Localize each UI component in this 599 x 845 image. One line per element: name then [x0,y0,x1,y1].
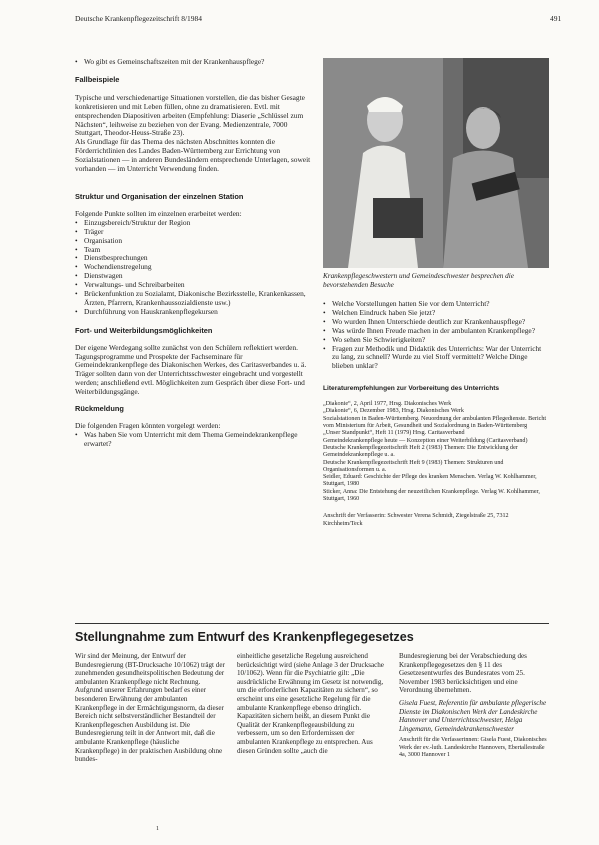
article-column-1 [75,652,225,764]
list-item: • Verwaltungs- und Schreibarbeiten [75,281,313,290]
section-heading: Fallbeispiele [75,74,120,84]
literature-heading: Literaturempfehlungen zur Vorbereitung des Unterrichts [323,385,500,393]
page-number: 491 [550,14,562,23]
list-item: • Welche Vorstellungen hatten Sie vor dem Unterricht? [323,300,549,309]
signature: Gisela Fuest, Referentin für ambulante pflegerische Dienste im Diakonischen Werk der Landeskirche Hannover und Unterrichtsschwester, Helga Lingemann, Gemeindekrankenschwester [399,698,547,733]
literature-item: Deutsche Krankenpflegezeitschrift Heft 2 (1983) Themen: Die Entwicklung der Gemeindekrankenpflege u. a. [323,444,518,459]
running-header: Deutsche Krankenpflegezeitschrift 8/1984 [75,14,203,23]
literature-item: Gemeindekrankenpflege heute — Konzeption einer Weiterbildung (Caritasverband) [323,437,528,444]
list-item: • Durchführung von Hauskrankenpflegekursen [75,308,313,317]
paragraph: einheitliche gesetzliche Regelung ausreichend berücksichtigt wird (siehe Anlage 3 der Drucksache 10/1062). Wenn für die Psychiatrie gilt: „Die ausdrückliche Erwähnung im Gesetz ist notwendig, um die erforderlichen Kapazitäten zu sichern“, so erscheint uns eine gesetzliche Regelung für die ambulante Krankenpflege ebenso dringlich. Kapazitäten sichern heißt, an diesem Punkt die Qualität der Krankenpflegeausbildung zu verbessern, um so den Erfordernissen der ambulanten Krankenpflege zu entsprechen. Aus diesen Gründen sollte „auch die [237,652,384,755]
footer-mark: 1 [156,826,159,832]
literature-item: „Diakonie“, 2, April 1977, Hrsg. Diakonisches Werk [323,401,452,408]
paragraph: Wir sind der Meinung, der Entwurf der Bundesregierung (BT-Drucksache 10/1062) trägt der zunehmenden gesundheitspolitischen Bedeutung der ambulanten Krankenpflege nicht Rechnung. Aufgrund unserer Erfahrungen bedarf es einer besonderen Erwähnung der ambulanten Krankenpflege in der Ermächtigungsnorm, da dieser Bereich nicht selbstverständlicher Bestandteil der Krankenpflegeschen Ausbildung ist. Die Bundesregierung teilt in der Antwort mit, daß die ambulante Krankenpflege (häusliche Krankenpflege) in der praktischen Ausbildung ohne bundes- [75,652,225,764]
section-heading: Fort- und Weiterbildungsmöglichkeiten [75,325,213,335]
literature-item: „Diakonie“, 6, Dezember 1983, Hrsg. Diakonisches Werk [323,408,464,415]
left-column [75,58,313,449]
list-item: • Team [75,246,313,255]
list-item: • Träger [75,228,313,237]
literature-item: Seidler, Eduard: Geschichte der Pflege des kranken Menschen. Verlag W. Kohlhammer, Stuttgart, 1980 [323,474,537,488]
list-item: • Dienstbesprechungen [75,254,313,263]
list-item: • Brückenfunktion zu Sozialamt, Diakonische Bezirksstelle, Krankenkassen, Ärzten, Pfarrern, Krankenhaussozialdienste usw.) [75,290,313,308]
photo-caption: Krankenpflegeschwestern und Gemeindeschwester besprechen die bevorstehenden Besuche [323,272,514,289]
article-column-2 [237,652,387,755]
paragraph: Die folgenden Fragen könnten vorgelegt werden: [75,421,221,430]
list-item: • Fragen zur Methodik und Didaktik des Unterrichts: War der Unterricht zu lang, zu schnell? Wurde zu viel Stoff vermittelt? Welche Dinge blieben unklar? [323,345,549,372]
list-item: • Was haben Sie vom Unterricht mit dem Thema Gemeindekrankenpflege erwartet? [75,431,313,449]
photo-illustration [323,58,549,268]
author-address: Anschrift für die Verfasserinnen: Gisela Fuest, Diakonisches Werk der ev.-luth. Landeskirche Hannovers, Ebertallestraße 4a, 3000 Hannover 1 [399,737,547,758]
list-item: • Wo gibt es Gemeinschaftszeiten mit der Krankenhauspflege? [75,58,313,67]
article-title: Stellungnahme zum Entwurf des Krankenpflegegesetzes [75,630,414,644]
paragraph: Typische und verschiedenartige Situationen vorstellen, die das bisher Gesagte konkretisieren und mit Leben füllen, ohne zu dramatisieren. Evtl. mit entsprechenden Diapositiven arbeiten (Empfehlung: Diaserie „Schlüssel zum Nächsten“, leihweise zu beziehen von der Evang. Medienzentrale, 7000 Stuttgart, Theodor-Heuss-Straße 23). [75,92,305,138]
section-divider [75,623,549,624]
list-item: • Was würde Ihnen Freude machen in der ambulanten Krankenpflege? [323,327,549,336]
list-item: • Organisation [75,237,313,246]
section-heading: Struktur und Organisation der einzelnen Station [75,191,244,201]
right-column [323,300,549,528]
literature-list [323,401,549,503]
article-column-3 [399,652,549,759]
list-item: • Wochendienstregelung [75,263,313,272]
literature-item: Deutsche Krankenpflegezeitschrift Heft 9 (1983) Themen: Strukturen und Organisationsformen u. a. [323,459,504,473]
paragraph: Als Grundlage für das Thema des nächsten Abschnittes konnten die Förderrichtlinien des Landes Baden-Württemberg zur Errichtung von Sozialstationen — in anderen Bundesländern entsprechende Unterlagen, soweit vorhanden — im Unterricht Verwendung finden. [75,137,311,174]
list-item: • Welchen Eindruck haben Sie jetzt? [323,309,549,318]
list-item: • Dienstwagen [75,272,313,281]
paragraph: Folgende Punkte sollten im einzelnen erarbeitet werden: [75,208,242,218]
list-item: • Wo wurden Ihnen Unterschiede deutlich zur Krankenhauspflege? [323,318,549,327]
paragraph: Bundesregierung bei der Verabschiedung des Krankenpflegegesetzes den § 11 des Gesetzesentwurfes des Bundesrates vom 25. November 1983 berücksichtigen und eine Verordnung übernehmen. [399,652,527,695]
literature-item: Sozialstationen in Baden-Württemberg. Neuordnung der ambulanten Pflegedienste. Bericht vom Ministerium für Arbeit, Gesundheit und Sozialordnung in Baden-Württemberg [323,415,547,430]
paragraph: Der eigene Werdegang sollte zunächst von den Schülern reflektiert werden. Tagungsprogramme und Prospekte der Fachseminare für Gemeindekrankenpflege des Diakonischen Werkes, des Caritasverbandes u. ä. Träger sollten dann von der Unterrichtsschwester eingebracht und vorgestellt werden; anschließend evtl. Möglichkeiten zum Gespräch über diese Fort- und Weiterbildungsgänge. [75,342,307,397]
literature-item: „Unser Standpunkt“, Heft 11 (1979) Hrsg. Caritasverband [323,430,465,437]
two-nurses-photo [323,58,549,268]
literature-item: Sticker, Anna: Die Entstehung der neuzeitlichen Krankenpflege. Verlag W. Kohlhammer, Stuttgart, 1960 [323,488,540,503]
list-item: • Einzugsbereich/Struktur der Region [75,219,313,228]
author-address: Anschrift der Verfasserin: Schwester Verena Schmidt, Ziegelstraße 25, 7312 Kirchheim/Teck [323,513,509,527]
list-item: • Wo sehen Sie Schwierigkeiten? [323,336,549,345]
section-heading: Rückmeldung [75,404,124,414]
